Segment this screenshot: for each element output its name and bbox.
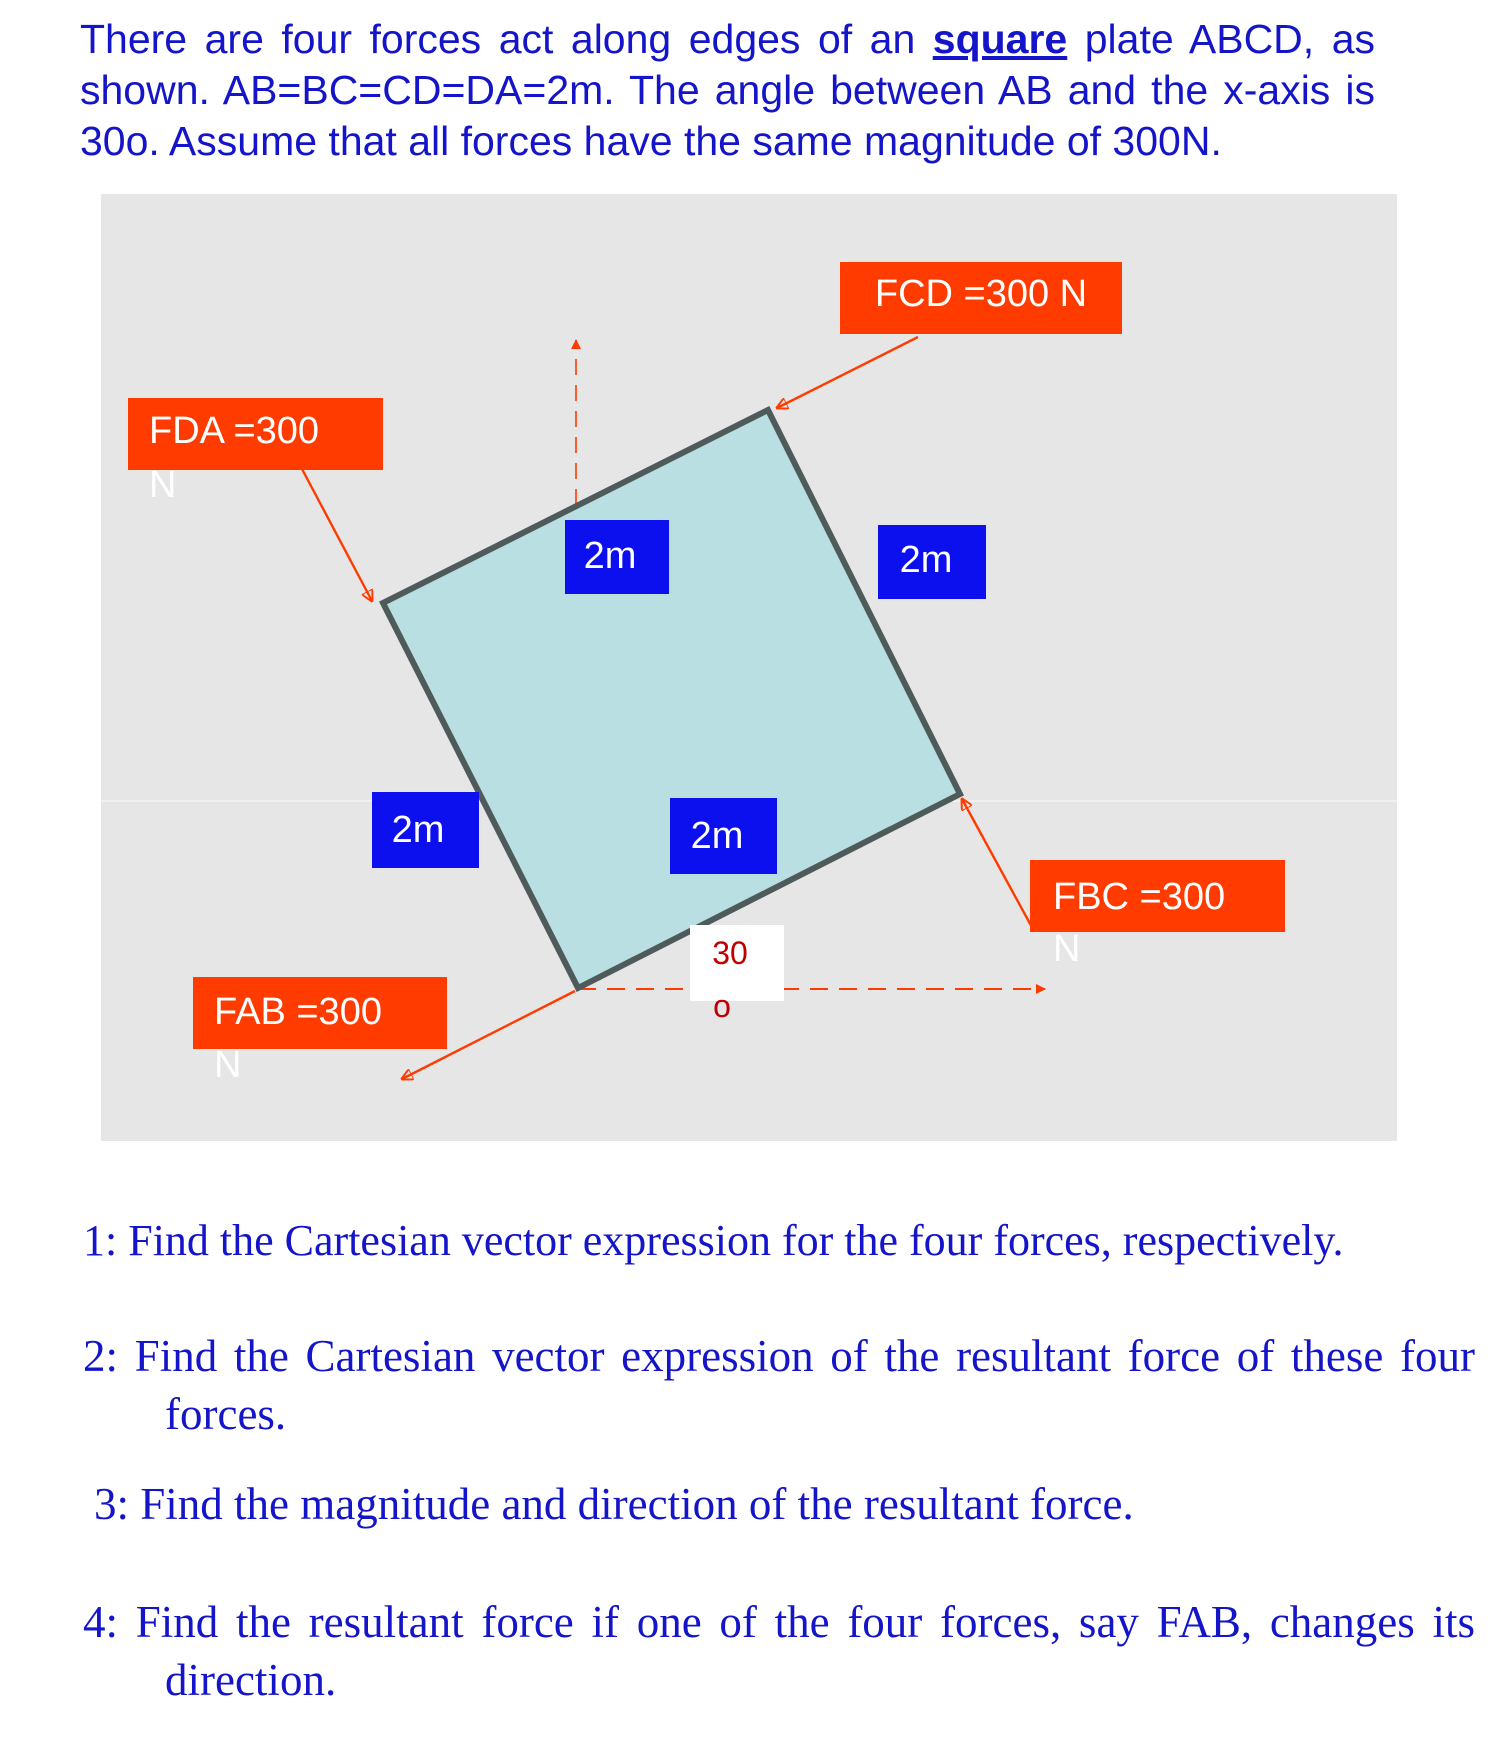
angle-unit: o xyxy=(713,988,731,1024)
da-length-text: 2m xyxy=(391,809,445,851)
angle-value: 30 xyxy=(712,935,748,971)
length-label-da xyxy=(372,792,479,868)
fda-label-text: FDA =300 xyxy=(149,410,320,452)
length-label-cd xyxy=(670,798,777,874)
problem-statement xyxy=(80,14,1375,167)
statement-text-1: There are four forces act along edges of an xyxy=(80,16,933,62)
fab-label-text: FAB =300 xyxy=(214,991,382,1033)
fbc-label-unit: N xyxy=(1053,928,1081,970)
fbc-label-text: FBC =300 xyxy=(1053,876,1226,918)
question-2: 2: Find the Cartesian vector expression of the resultant force of these four forces. xyxy=(83,1331,1475,1439)
statement-text-2: plate ABCD, as shown. AB=BC=CD=DA=2m. The angle between AB and the x-axis is 30o. Assume that all forces have the same magnitude of 300N. xyxy=(80,16,1375,164)
cd-length-text: 2m xyxy=(690,815,744,857)
ab-length-text: 2m xyxy=(583,535,637,577)
fda-label-unit: N xyxy=(149,464,177,506)
question-1: 1: Find the Cartesian vector expression for the four forces, respectively. xyxy=(83,1216,1344,1265)
force-label-fcd xyxy=(840,262,1122,334)
fab-label-unit: N xyxy=(214,1044,242,1086)
bc-length-text: 2m xyxy=(899,539,953,581)
fcd-label-text: FCD =300 N xyxy=(874,273,1088,315)
length-label-bc xyxy=(878,525,986,599)
question-4: 4: Find the resultant force if one of the four forces, say FAB, changes its direction. xyxy=(83,1597,1475,1705)
statement-emphasis-square: square xyxy=(932,16,1068,62)
length-label-ab xyxy=(565,520,669,594)
question-3: 3: Find the magnitude and direction of the resultant force. xyxy=(94,1479,1134,1529)
